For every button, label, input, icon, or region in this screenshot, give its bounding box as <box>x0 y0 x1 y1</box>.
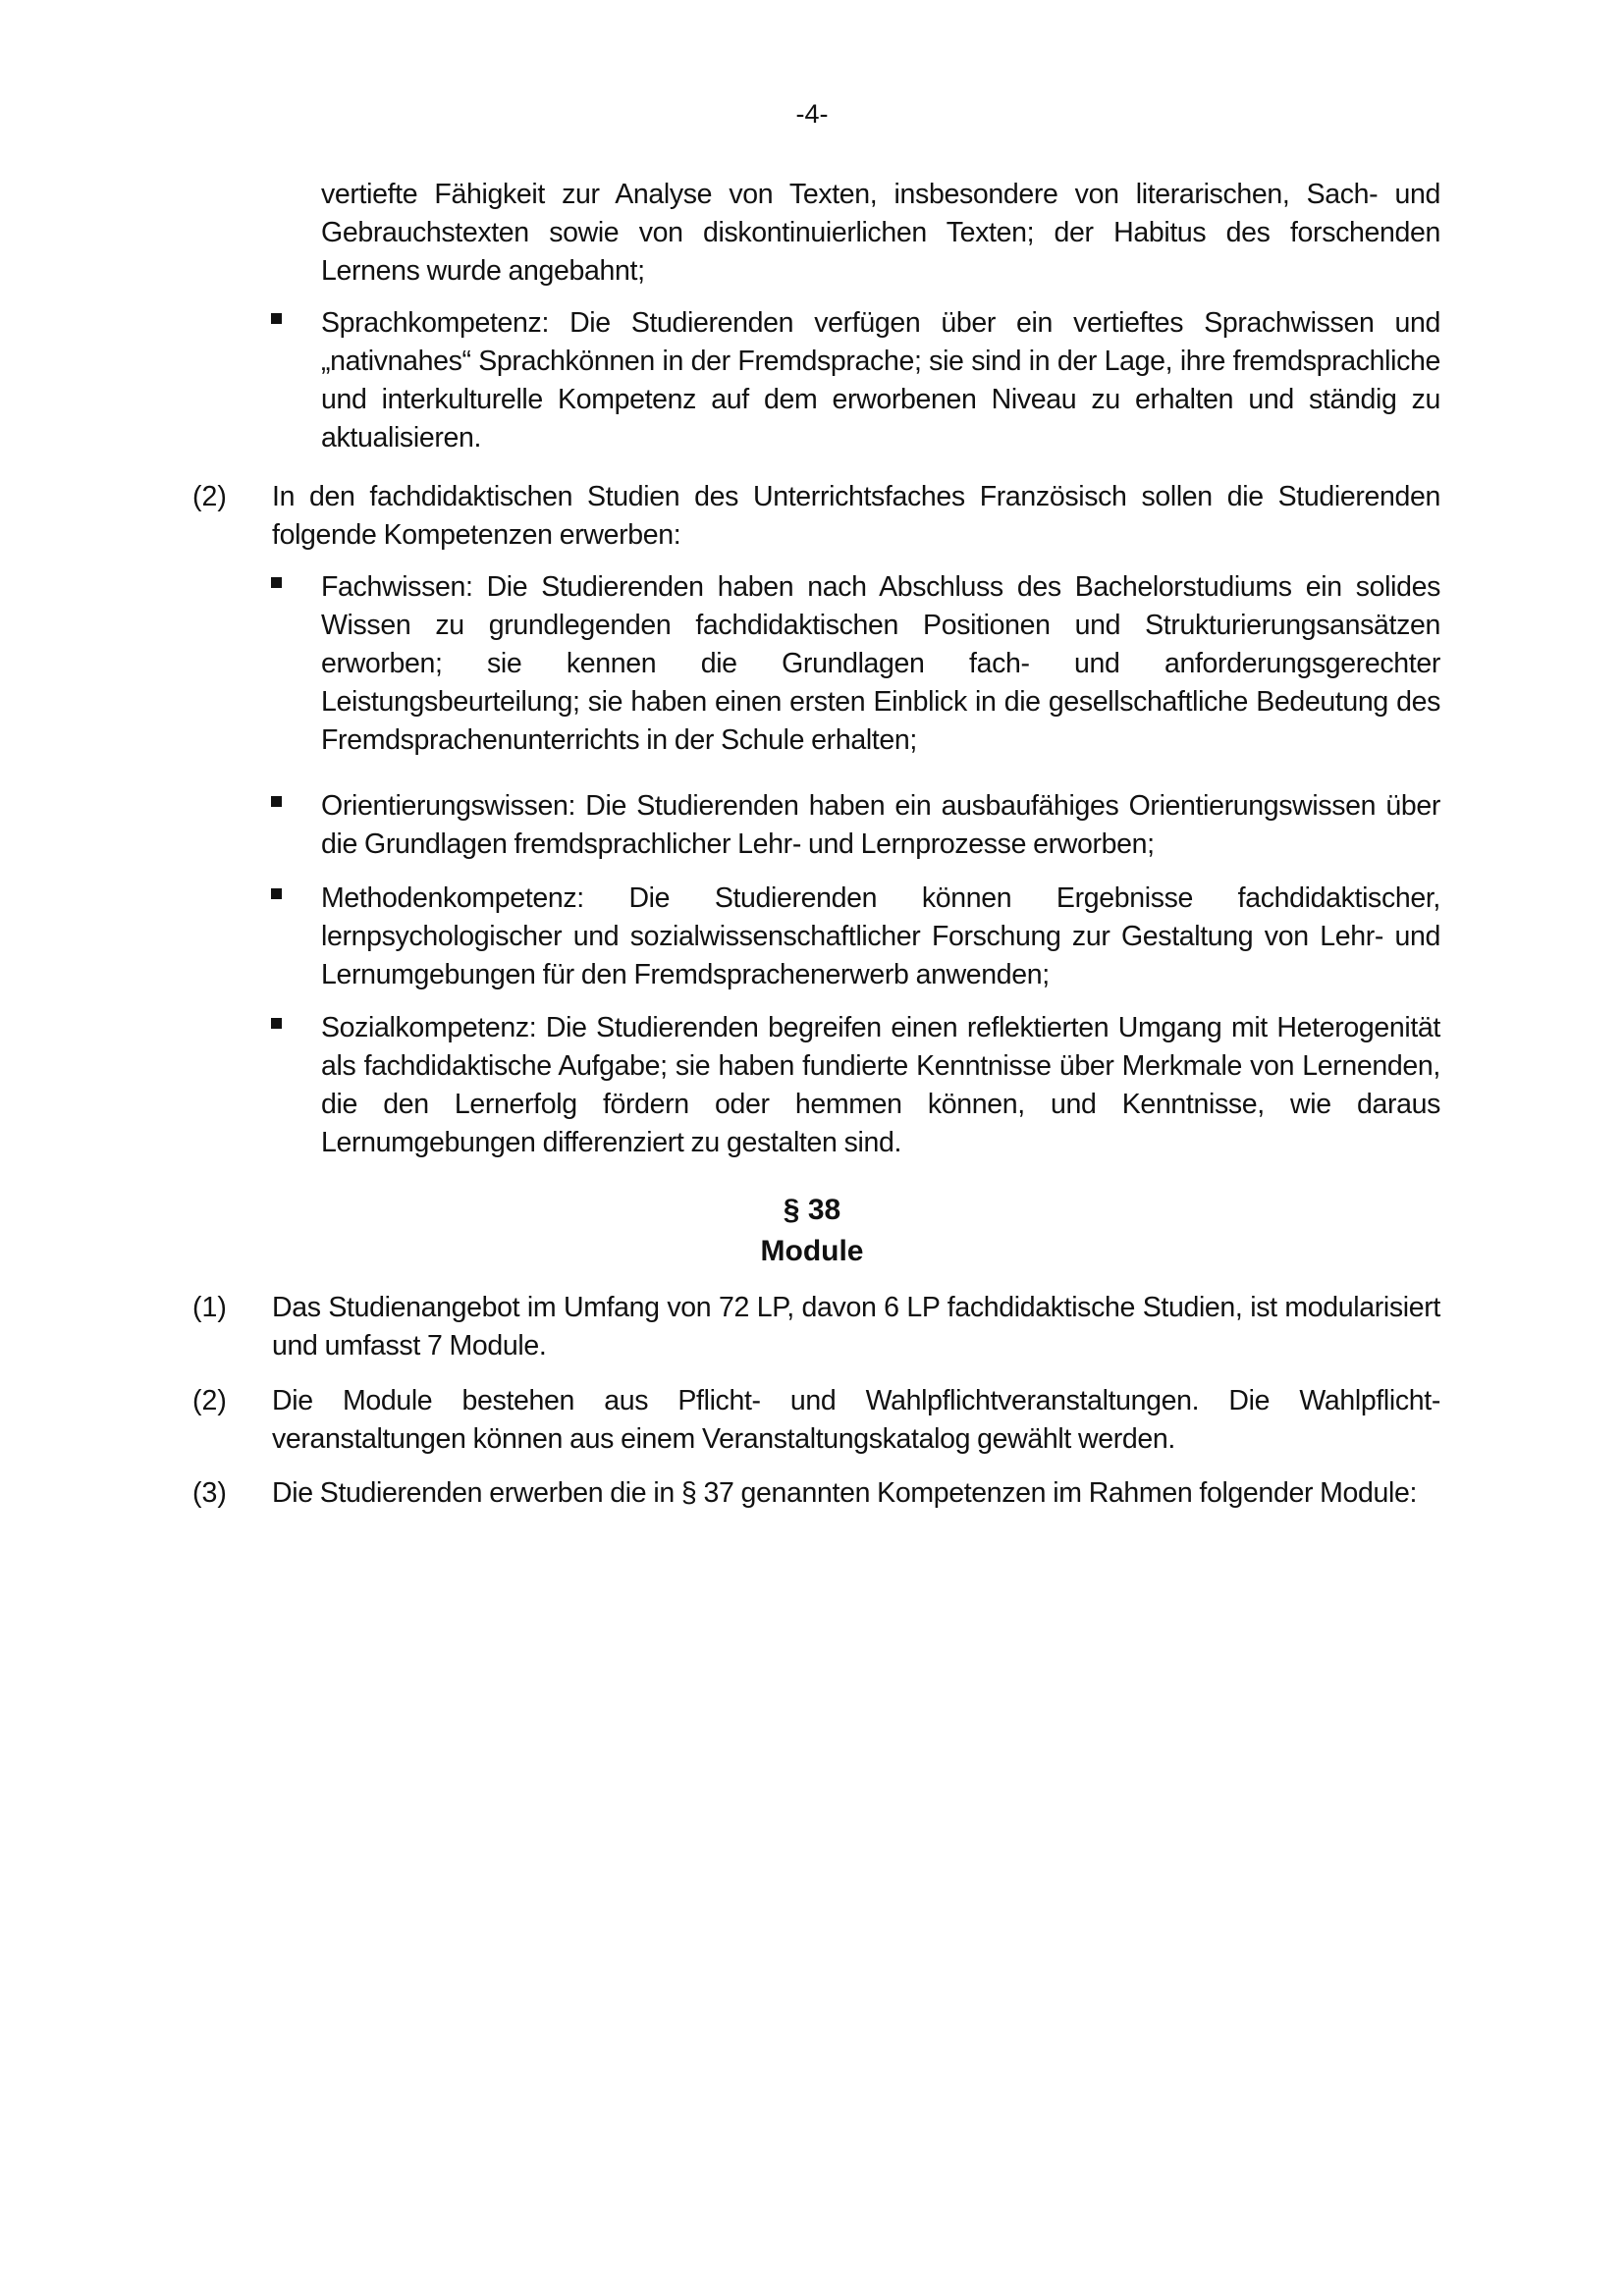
continued-paragraph: vertiefte Fähigkeit zur Analyse von Texten, insbesondere von literarischen, Sach- und Gebrauchstexten sowie von diskontinuierlichen Texten; der Habitus des forschenden Lernens wurde angebahnt; <box>321 179 1440 287</box>
bullet-square-icon <box>271 577 282 588</box>
numbered-paragraph-2-fachdidaktik: In den fachdidaktischen Studien des Unterrichtsfaches Französisch sollen die Studierenden folgende Kompetenzen erwerben: <box>272 481 1440 551</box>
section-title: Module <box>760 1235 864 1267</box>
numbered-paragraph-3: Die Studierenden erwerben die in § 37 genannten Kompetenzen im Rahmen folgender Module: <box>272 1477 1418 1509</box>
page-number: -4- <box>795 99 829 129</box>
list-number: (2) <box>192 481 227 512</box>
numbered-paragraph-2: Die Module bestehen aus Pflicht- und Wahlpflichtveranstaltungen. Die Wahlpflicht-veranstaltungen können aus einem Veranstaltungskatalog gewählt werden. <box>272 1385 1440 1455</box>
list-number: (3) <box>192 1477 227 1509</box>
section-number: § 38 <box>783 1194 841 1226</box>
numbered-paragraph-1: Das Studienangebot im Umfang von 72 LP, davon 6 LP fachdidaktische Studien, ist modularisiert und umfasst 7 Module. <box>272 1292 1440 1362</box>
bullet-sozialkompetenz: Sozialkompetenz: Die Studierenden begreifen einen reflektierten Umgang mit Heterogenität als fachdidaktische Aufgabe; sie haben fundierte Kenntnisse über Merkmale von Lernenden, die den Lernerfolg fördern oder hemmen können, und Kenntnisse, wie daraus Lernumgebungen differenziert zu gestalten sind. <box>321 1012 1440 1158</box>
bullet-sprachkompetenz: Sprachkompetenz: Die Studierenden verfügen über ein vertieftes Sprachwissen und „nativnahes“ Sprachkönnen in der Fremdsprache; sie sind in der Lage, ihre fremdsprachliche und interkulturelle Kompetenz auf dem erworbenen Niveau zu erhalten und ständig zu aktualisieren. <box>321 307 1440 454</box>
bullet-square-icon <box>271 313 282 324</box>
bullet-orientierungswissen: Orientierungswissen: Die Studierenden haben ein ausbaufähiges Orientierungswissen über die Grundlagen fremdsprachlicher Lehr- und Lernprozesse erworben; <box>321 790 1440 860</box>
bullet-square-icon <box>271 888 282 899</box>
bullet-square-icon <box>271 1018 282 1029</box>
bullet-methodenkompetenz: Methodenkompetenz: Die Studierenden können Ergebnisse fachdidaktischer, lernpsychologischer und sozialwissenschaftlicher Forschung zur Gestaltung von Lehr- und Lernumgebungen für den Fremdsprachenerwerb anwenden; <box>321 882 1440 990</box>
list-number: (1) <box>192 1292 227 1323</box>
list-number: (2) <box>192 1385 227 1416</box>
bullet-fachwissen: Fachwissen: Die Studierenden haben nach Abschluss des Bachelorstudiums ein solides Wissen zu grundlegenden fachdidaktischen Positionen und Strukturierungsansätzen erworben; sie kennen die Grundlagen fach- und anforderungsgerechter Leistungsbeurteilung; sie haben einen ersten Einblick in die gesellschaftliche Bedeutung des Fremdsprachenunterrichts in der Schule erhalten; <box>321 571 1440 756</box>
bullet-square-icon <box>271 796 282 807</box>
